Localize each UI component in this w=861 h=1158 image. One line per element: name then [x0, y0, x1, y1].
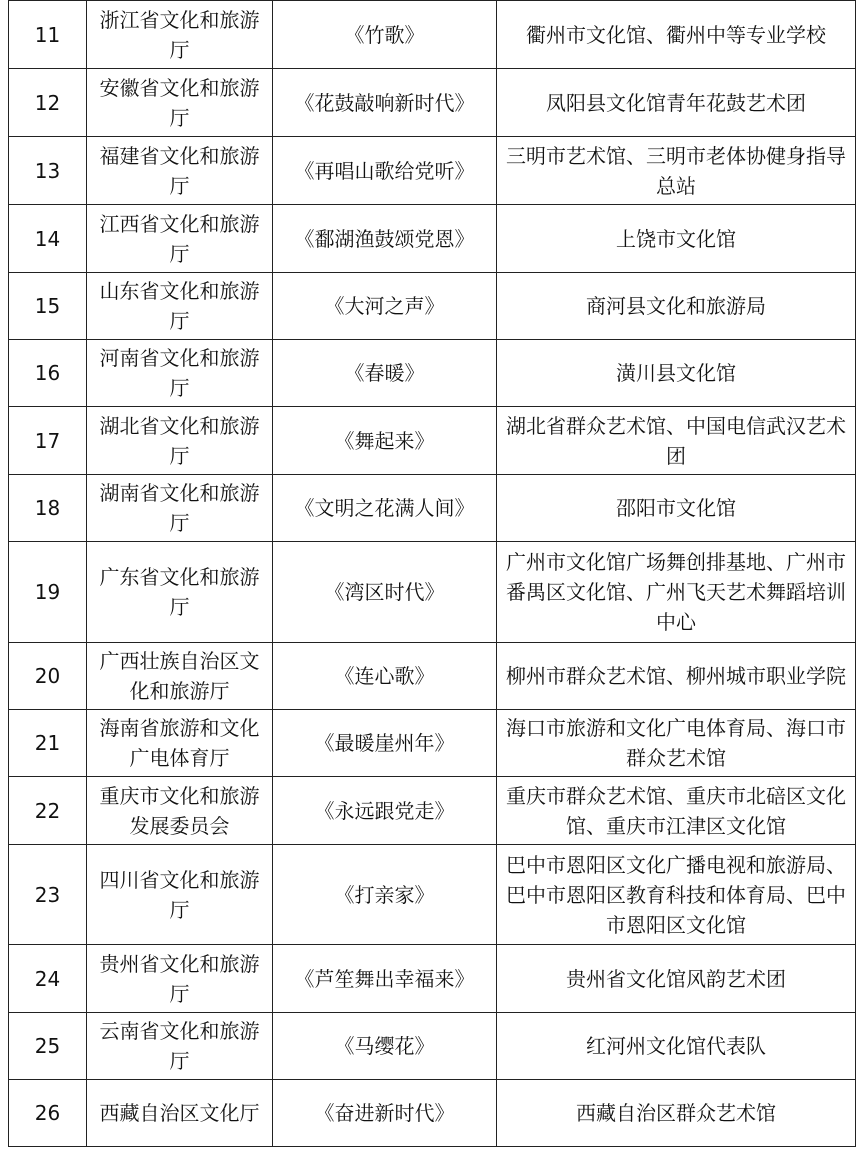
unit-cell: 湖北省群众艺术馆、中国电信武汉艺术团	[497, 407, 856, 475]
unit-cell: 广州市文化馆广场舞创排基地、广州市番禺区文化馆、广州飞天艺术舞蹈培训中心	[497, 542, 856, 643]
department-cell: 广东省文化和旅游厅	[87, 542, 273, 643]
work-title-cell: 《马缨花》	[273, 1013, 497, 1080]
table-row	[9, 845, 856, 945]
results-table	[8, 0, 856, 1147]
table-row	[9, 643, 856, 710]
row-number: 25	[9, 1013, 87, 1080]
table-row	[9, 1, 856, 69]
work-title-cell: 《大河之声》	[273, 273, 497, 340]
department-cell: 江西省文化和旅游厅	[87, 205, 273, 273]
table-row	[9, 1080, 856, 1147]
department-cell: 浙江省文化和旅游厅	[87, 1, 273, 69]
row-number: 11	[9, 1, 87, 69]
row-number: 18	[9, 475, 87, 542]
department-cell: 山东省文化和旅游厅	[87, 273, 273, 340]
unit-cell: 巴中市恩阳区文化广播电视和旅游局、巴中市恩阳区教育科技和体育局、巴中市恩阳区文化馆	[497, 845, 856, 945]
table-row	[9, 137, 856, 205]
row-number: 19	[9, 542, 87, 643]
table-row	[9, 1013, 856, 1080]
row-number: 13	[9, 137, 87, 205]
department-cell: 安徽省文化和旅游厅	[87, 69, 273, 137]
department-cell: 云南省文化和旅游厅	[87, 1013, 273, 1080]
unit-cell: 潢川县文化馆	[497, 340, 856, 407]
unit-cell: 上饶市文化馆	[497, 205, 856, 273]
row-number: 12	[9, 69, 87, 137]
work-title-cell: 《鄱湖渔鼓颂党恩》	[273, 205, 497, 273]
work-title-cell: 《竹歌》	[273, 1, 497, 69]
unit-cell: 西藏自治区群众艺术馆	[497, 1080, 856, 1147]
unit-cell: 三明市艺术馆、三明市老体协健身指导总站	[497, 137, 856, 205]
table-row	[9, 273, 856, 340]
results-table-body	[9, 1, 856, 1147]
unit-cell: 商河县文化和旅游局	[497, 273, 856, 340]
row-number: 14	[9, 205, 87, 273]
table-row	[9, 777, 856, 845]
unit-cell: 重庆市群众艺术馆、重庆市北碚区文化馆、重庆市江津区文化馆	[497, 777, 856, 845]
department-cell: 河南省文化和旅游厅	[87, 340, 273, 407]
row-number: 15	[9, 273, 87, 340]
department-cell: 广西壮族自治区文化和旅游厅	[87, 643, 273, 710]
table-row	[9, 945, 856, 1013]
table-row	[9, 69, 856, 137]
work-title-cell: 《文明之花满人间》	[273, 475, 497, 542]
work-title-cell: 《再唱山歌给党听》	[273, 137, 497, 205]
department-cell: 贵州省文化和旅游厅	[87, 945, 273, 1013]
unit-cell: 凤阳县文化馆青年花鼓艺术团	[497, 69, 856, 137]
table-row	[9, 205, 856, 273]
unit-cell: 邵阳市文化馆	[497, 475, 856, 542]
department-cell: 西藏自治区文化厅	[87, 1080, 273, 1147]
department-cell: 海南省旅游和文化广电体育厅	[87, 710, 273, 777]
row-number: 17	[9, 407, 87, 475]
work-title-cell: 《花鼓敲响新时代》	[273, 69, 497, 137]
row-number: 26	[9, 1080, 87, 1147]
work-title-cell: 《湾区时代》	[273, 542, 497, 643]
unit-cell: 衢州市文化馆、衢州中等专业学校	[497, 1, 856, 69]
table-row	[9, 340, 856, 407]
row-number: 21	[9, 710, 87, 777]
unit-cell: 海口市旅游和文化广电体育局、海口市群众艺术馆	[497, 710, 856, 777]
row-number: 23	[9, 845, 87, 945]
work-title-cell: 《打亲家》	[273, 845, 497, 945]
work-title-cell: 《舞起来》	[273, 407, 497, 475]
department-cell: 四川省文化和旅游厅	[87, 845, 273, 945]
department-cell: 福建省文化和旅游厅	[87, 137, 273, 205]
work-title-cell: 《永远跟党走》	[273, 777, 497, 845]
table-row	[9, 542, 856, 643]
department-cell: 重庆市文化和旅游发展委员会	[87, 777, 273, 845]
work-title-cell: 《芦笙舞出幸福来》	[273, 945, 497, 1013]
row-number: 20	[9, 643, 87, 710]
row-number: 24	[9, 945, 87, 1013]
work-title-cell: 《奋进新时代》	[273, 1080, 497, 1147]
unit-cell: 柳州市群众艺术馆、柳州城市职业学院	[497, 643, 856, 710]
department-cell: 湖北省文化和旅游厅	[87, 407, 273, 475]
table-row	[9, 475, 856, 542]
unit-cell: 红河州文化馆代表队	[497, 1013, 856, 1080]
department-cell: 湖南省文化和旅游厅	[87, 475, 273, 542]
work-title-cell: 《最暖崖州年》	[273, 710, 497, 777]
unit-cell: 贵州省文化馆风韵艺术团	[497, 945, 856, 1013]
work-title-cell: 《连心歌》	[273, 643, 497, 710]
table-row	[9, 710, 856, 777]
row-number: 16	[9, 340, 87, 407]
work-title-cell: 《春暖》	[273, 340, 497, 407]
table-row	[9, 407, 856, 475]
row-number: 22	[9, 777, 87, 845]
